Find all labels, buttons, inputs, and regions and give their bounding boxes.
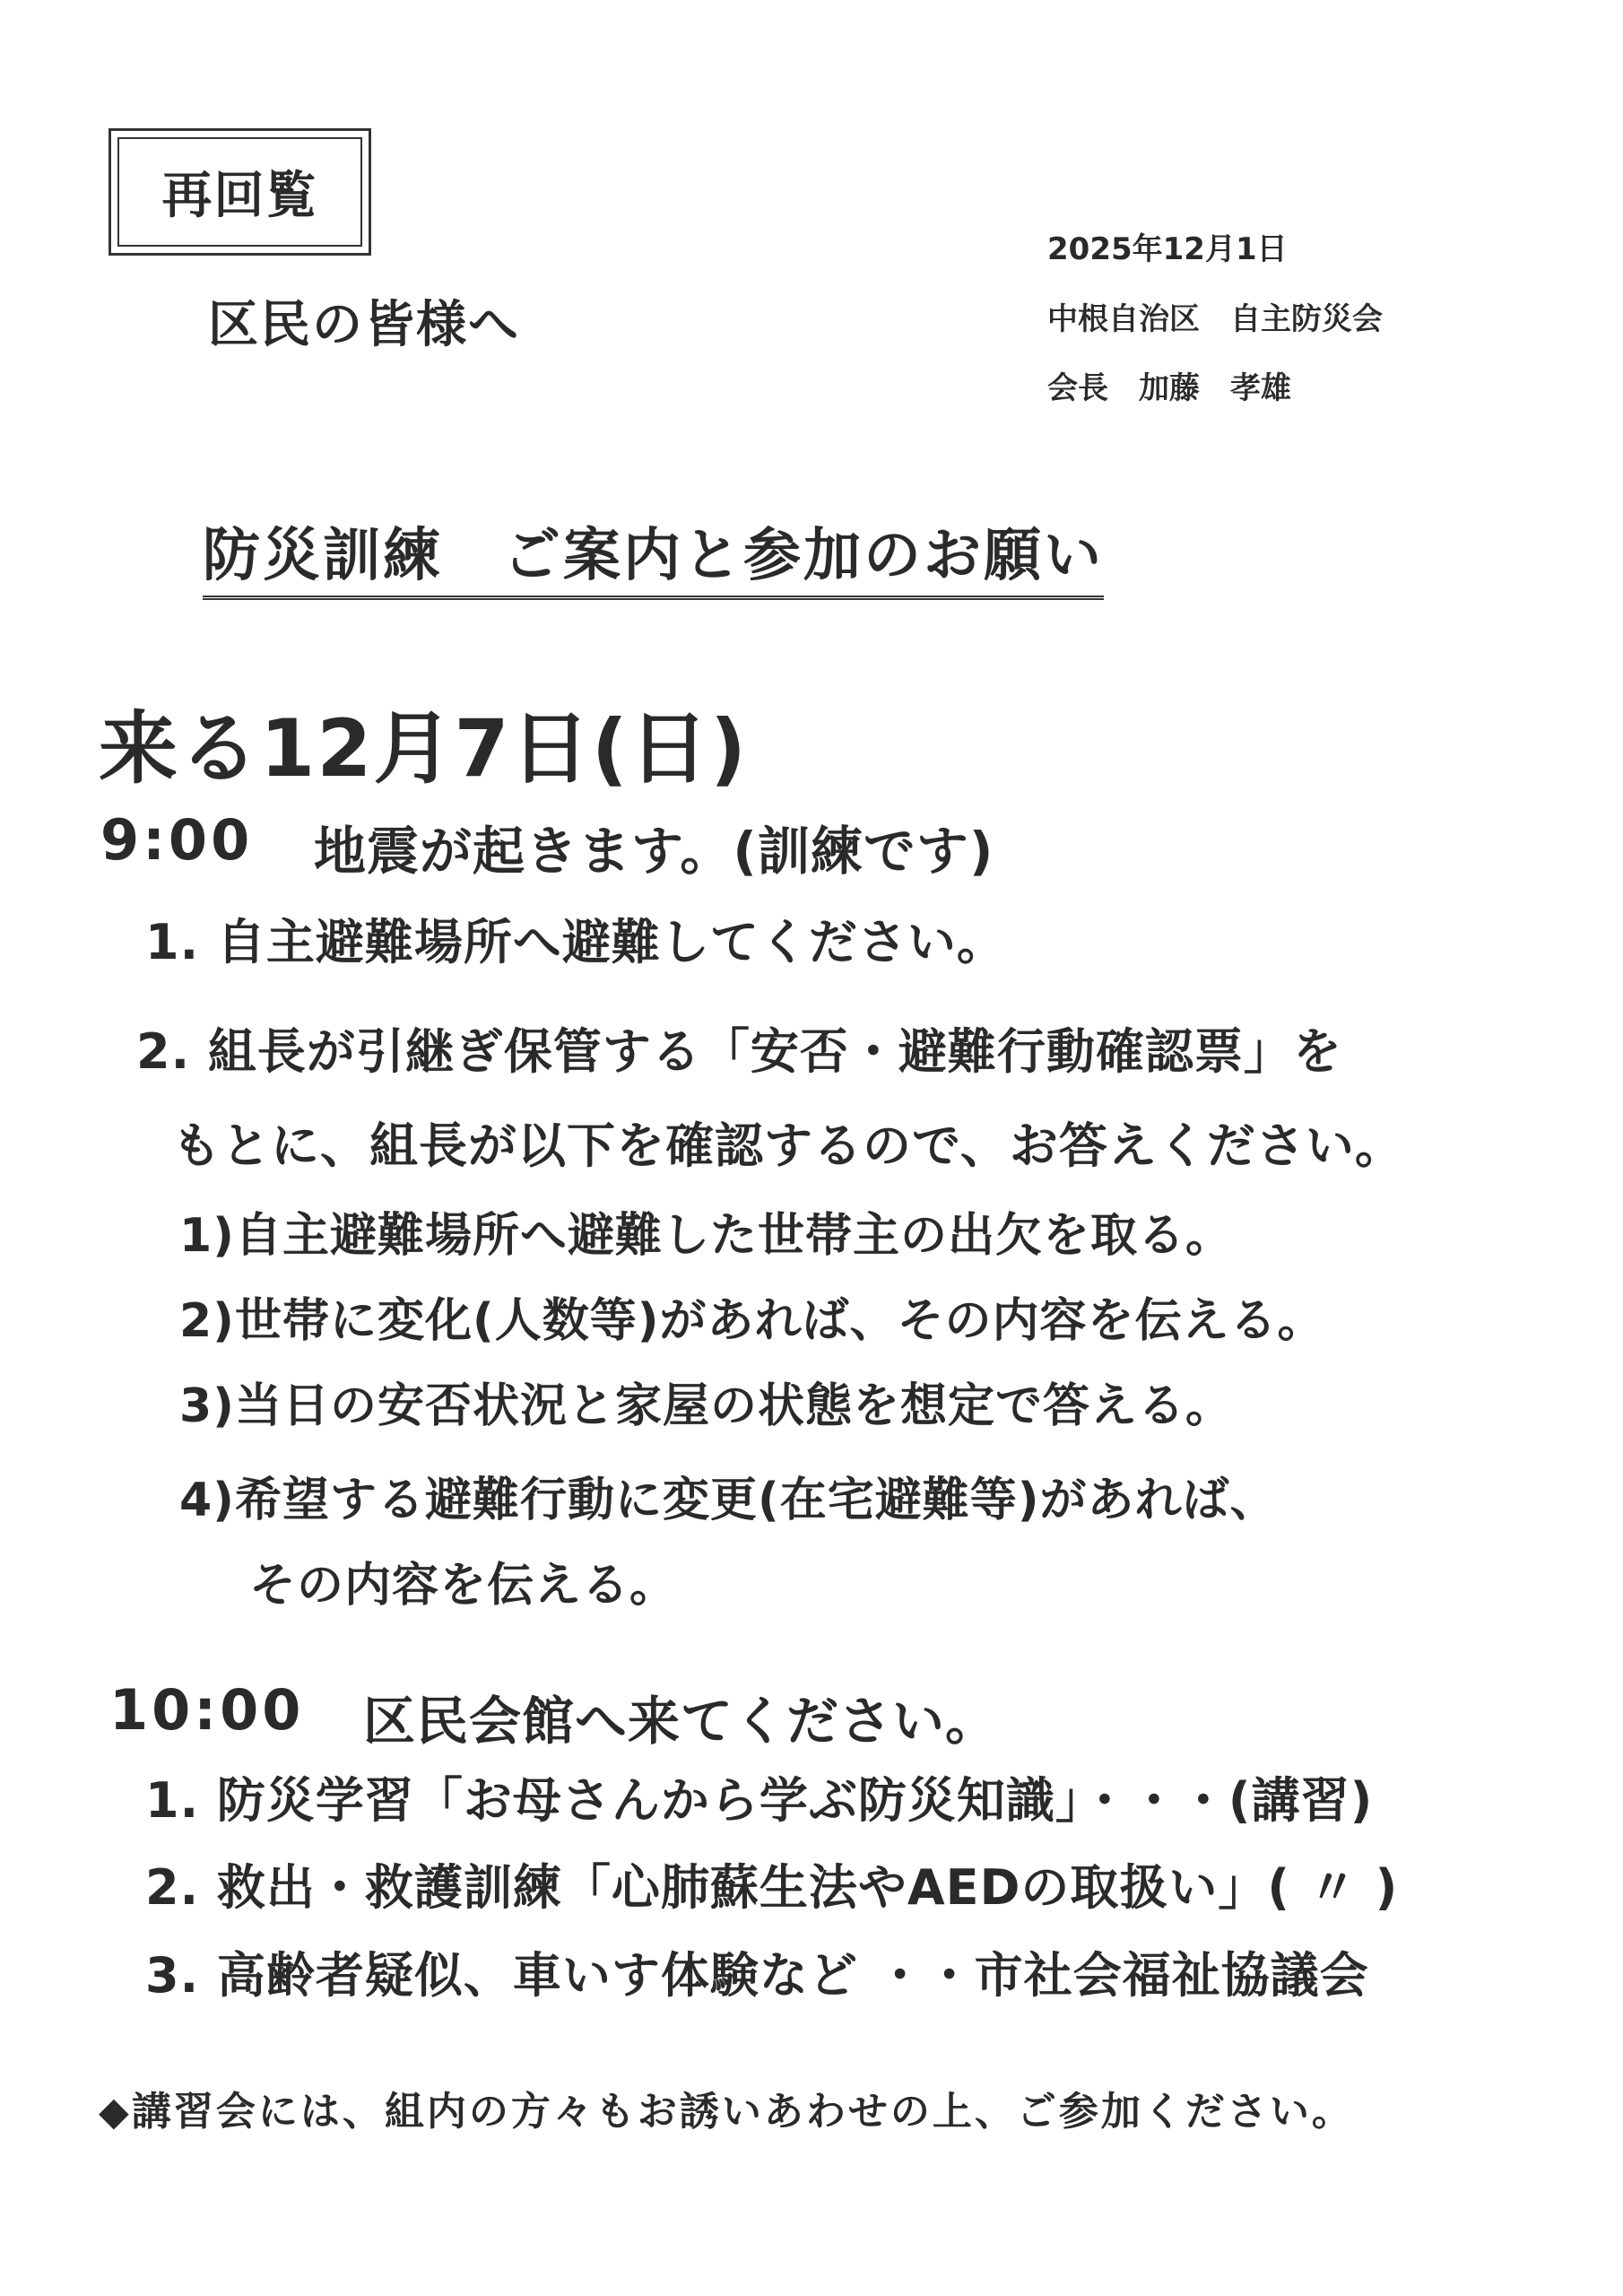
session1-sub2: 2)世帯に変化(人数等)があれば、その内容を伝える。	[179, 1294, 1325, 1348]
issue-date: 2025年12月1日	[1047, 231, 1288, 267]
session2-time: 10:00	[109, 1677, 305, 1743]
recipient: 区民の皆様へ	[208, 296, 520, 354]
session2-item2: 2. 救出・救護訓練「心肺蘇生法やAEDの取扱い」( 〃 )	[145, 1859, 1399, 1916]
session1-sub3: 3)当日の安否状況と家屋の状態を想定で答える。	[179, 1379, 1233, 1433]
session1-sub4-line1: 4)希望する避難行動に変更(在宅避難等)があれば、	[179, 1474, 1278, 1527]
event-date: 来る12月7日(日)	[99, 702, 749, 795]
session1-item2-line2: もとに、組長が以下を確認するので、お答えください。	[172, 1118, 1404, 1174]
sender-organization: 中根自治区 自主防災会	[1047, 301, 1383, 337]
session2-item3: 3. 高齢者疑似、車いす体験など ・・市社会福祉協議会	[145, 1947, 1369, 2004]
closing-note: ◆講習会には、組内の方々もお誘いあわせの上、ご参加ください。	[99, 2089, 1354, 2135]
session1-item1: 1. 自主避難場所へ避難してください。	[145, 914, 1006, 970]
sender-chair: 会長 加藤 孝雄	[1047, 370, 1291, 406]
stamp-text: 再回覧	[117, 137, 362, 247]
session1-heading: 地震が起きます。(訓練です)	[314, 821, 994, 882]
session1-time: 9:00	[100, 807, 254, 873]
session1-sub4-line2: その内容を伝える。	[249, 1559, 678, 1613]
session2-item1: 1. 防災学習「お母さんから学ぶ防災知識」・・・(講習)	[145, 1772, 1374, 1829]
document-title: 防災訓練 ご案内と参加のお願い	[203, 509, 1104, 600]
recirculation-stamp	[108, 128, 371, 256]
session2-heading: 区民会館へ来てください。	[363, 1691, 999, 1752]
session1-item2-line1: 2. 組長が引継ぎ保管する「安否・避難行動確認票」を	[136, 1023, 1342, 1080]
session1-sub1: 1)自主避難場所へ避難した世帯主の出欠を取る。	[179, 1209, 1233, 1263]
